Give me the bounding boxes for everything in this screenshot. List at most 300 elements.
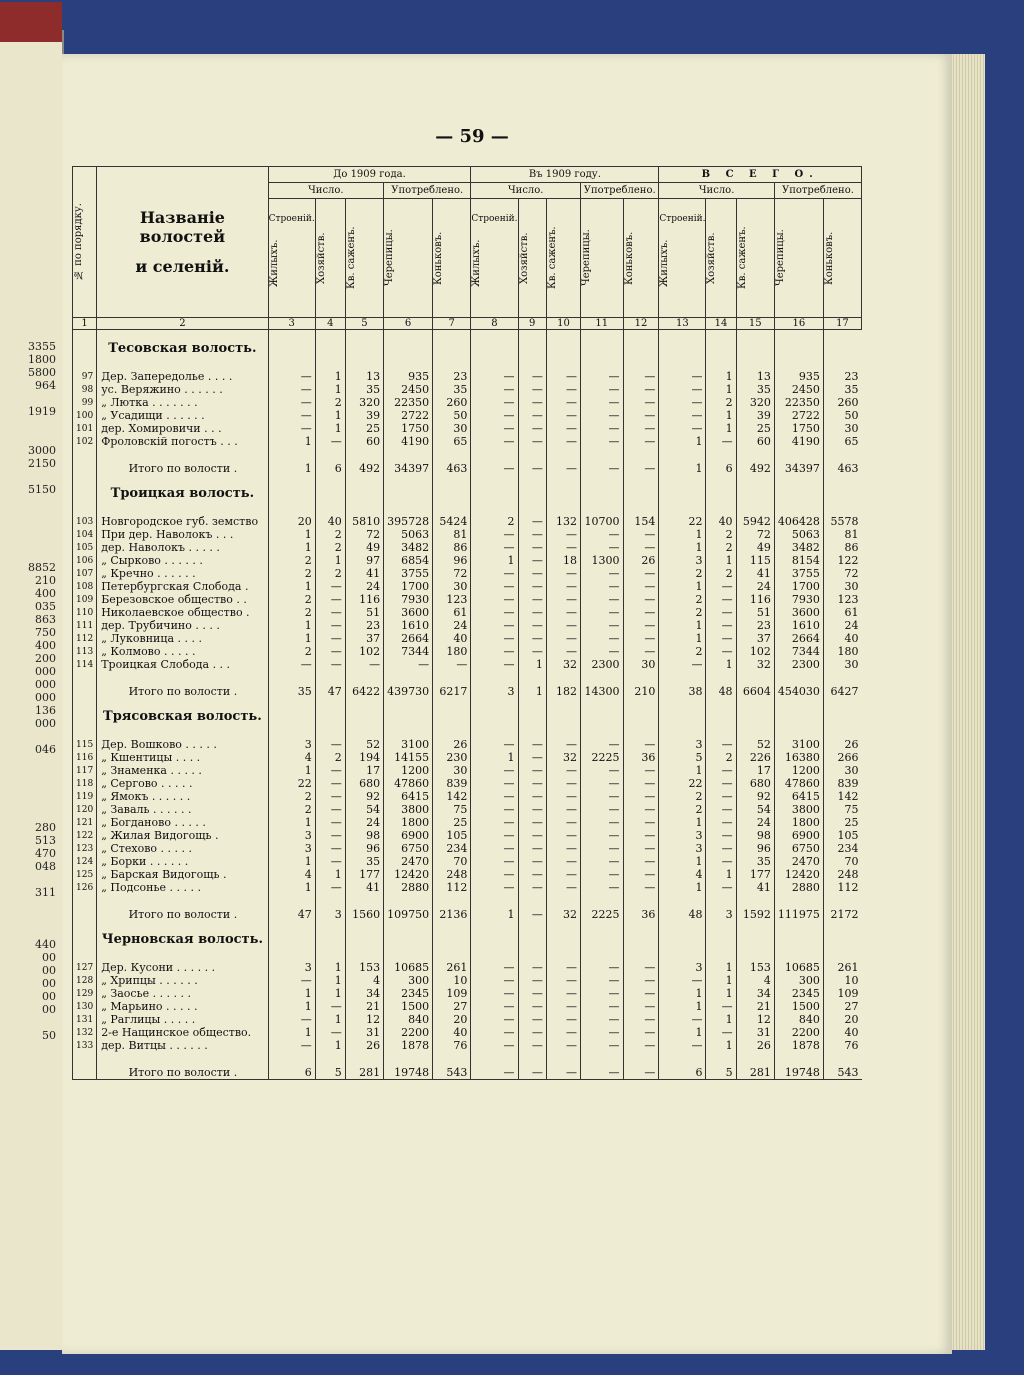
cell-value: 1878 <box>384 1039 433 1052</box>
cell-value: — <box>315 881 345 894</box>
cell-value: — <box>546 829 580 842</box>
cell-value <box>345 671 383 685</box>
cell-value <box>433 894 471 908</box>
cell-value: — <box>518 961 546 974</box>
cell-value: 116 <box>345 593 383 606</box>
cell-value: 26 <box>345 1039 383 1052</box>
cell-value <box>736 356 774 370</box>
cell-value <box>433 947 471 961</box>
row-name <box>97 947 268 961</box>
cell-value: 60 <box>345 435 383 448</box>
cell-value: — <box>471 1066 518 1080</box>
table-row <box>73 751 862 764</box>
cell-value: 1 <box>268 1000 315 1013</box>
cell-value: — <box>471 658 518 671</box>
cell-value: 7344 <box>774 645 823 658</box>
cell-value: 35 <box>823 383 861 396</box>
cell-value: — <box>546 842 580 855</box>
cell-value: 32 <box>546 751 580 764</box>
cell-value: 38 <box>659 685 706 698</box>
cell-value: 1 <box>268 855 315 868</box>
cell-value: 2 <box>268 593 315 606</box>
cell-value: — <box>659 974 706 987</box>
cell-value <box>384 724 433 738</box>
cell-value: 1 <box>315 409 345 422</box>
row-name: Фроловскій погостъ . . . <box>97 435 268 448</box>
row-name: дер. Наволокъ . . . . . <box>97 541 268 554</box>
cell-value <box>581 724 624 738</box>
row-number: 129 <box>73 987 97 1000</box>
cell-value: 50 <box>823 409 861 422</box>
cell-value: 2 <box>659 593 706 606</box>
table-row <box>73 645 862 658</box>
column-number: 15 <box>736 318 774 330</box>
cell-value <box>774 1052 823 1066</box>
cell-value: 6415 <box>774 790 823 803</box>
column-number: 7 <box>433 318 471 330</box>
cell-value: — <box>623 777 659 790</box>
column-header: Кв. саженъ. <box>546 199 580 318</box>
cell-value: 23 <box>736 619 774 632</box>
cell-value: — <box>659 409 706 422</box>
cell-value <box>518 724 546 738</box>
cell-value: 24 <box>736 580 774 593</box>
cell-value: 47860 <box>384 777 433 790</box>
row-number: 104 <box>73 528 97 541</box>
fragment-value <box>0 873 60 886</box>
row-name: „ Марьино . . . . . <box>97 1000 268 1013</box>
cell-value: 51 <box>736 606 774 619</box>
cell-value: — <box>546 396 580 409</box>
cell-value: — <box>581 961 624 974</box>
cell-value: 3600 <box>774 606 823 619</box>
cell-value: 1 <box>268 764 315 777</box>
cell-value: 70 <box>823 855 861 868</box>
cell-value: 5063 <box>384 528 433 541</box>
cell-value: 439730 <box>384 685 433 698</box>
cell-value: 20 <box>433 1013 471 1026</box>
cell-value: 61 <box>823 606 861 619</box>
cell-value: — <box>623 435 659 448</box>
cell-value: — <box>623 738 659 751</box>
cell-value: — <box>518 541 546 554</box>
cell-value: 935 <box>774 370 823 383</box>
cell-value: 1 <box>268 1026 315 1039</box>
cell-value: — <box>518 632 546 645</box>
upotrebleno-header: Употреблено. <box>581 183 659 199</box>
column-number: 3 <box>268 318 315 330</box>
cell-value: — <box>268 383 315 396</box>
cell-value: 1 <box>471 751 518 764</box>
cell-value: — <box>518 515 546 528</box>
cell-value: 3755 <box>384 567 433 580</box>
cell-value: 1 <box>706 868 736 881</box>
fragment-value <box>0 470 60 483</box>
cell-value: 177 <box>736 868 774 881</box>
row-name: Дер. Вошково . . . . . <box>97 738 268 751</box>
cell-value: 1200 <box>384 764 433 777</box>
cell-value: — <box>706 803 736 816</box>
column-number: 10 <box>546 318 580 330</box>
cell-value: — <box>581 567 624 580</box>
fragment-value: 513 <box>35 834 56 847</box>
column-header: Строеній. Жилыхъ. <box>659 199 706 318</box>
row-name: „ Заосье . . . . . . <box>97 987 268 1000</box>
cell-value <box>315 448 345 462</box>
cell-value: — <box>706 829 736 842</box>
column-header: Коньковъ. <box>433 199 471 318</box>
cell-value: 1200 <box>774 764 823 777</box>
cell-value <box>706 894 736 908</box>
cell-value: 2 <box>659 645 706 658</box>
cell-value <box>623 947 659 961</box>
cell-value: — <box>471 462 518 475</box>
section-heading-row <box>73 698 862 724</box>
cell-value <box>315 356 345 370</box>
spacer-row <box>73 724 862 738</box>
row-number <box>73 947 97 961</box>
cell-value: 1 <box>268 580 315 593</box>
group-header-total: В С Е Г О. <box>659 167 862 183</box>
column-header: Строеній. Жилыхъ. <box>471 199 518 318</box>
cell-value: 17 <box>736 764 774 777</box>
fragment-value <box>0 808 60 821</box>
spacer-row <box>73 356 862 370</box>
cell-value: 210 <box>623 685 659 698</box>
table-row <box>73 777 862 790</box>
cell-value: — <box>518 396 546 409</box>
cell-value: — <box>581 777 624 790</box>
cell-value: 2 <box>659 567 706 580</box>
cell-value: — <box>623 764 659 777</box>
table-row <box>73 855 862 868</box>
cell-value: 112 <box>823 881 861 894</box>
cell-value: 4190 <box>384 435 433 448</box>
cell-value: — <box>471 580 518 593</box>
cell-value <box>546 671 580 685</box>
row-number: 120 <box>73 803 97 816</box>
row-name: „ Сырково . . . . . . <box>97 554 268 567</box>
cell-value: 1700 <box>384 580 433 593</box>
fragment-value <box>0 431 60 444</box>
cell-value <box>546 501 580 515</box>
cell-value: — <box>518 1026 546 1039</box>
fragment-value: 400 <box>35 587 56 600</box>
cell-value <box>774 501 823 515</box>
cell-value: 41 <box>736 567 774 580</box>
row-name <box>97 671 268 685</box>
fragment-value: 00 <box>42 951 56 964</box>
cell-value: — <box>471 593 518 606</box>
cell-value: 40 <box>706 515 736 528</box>
cell-value: — <box>518 593 546 606</box>
cell-value: 463 <box>823 462 861 475</box>
fragment-value: 400 <box>35 639 56 652</box>
cell-value: 40 <box>315 515 345 528</box>
cell-value: 6750 <box>384 842 433 855</box>
row-number: 111 <box>73 619 97 632</box>
cell-value: — <box>623 842 659 855</box>
fragment-value: 440 <box>35 938 56 951</box>
cell-value: 4 <box>345 974 383 987</box>
cell-value <box>384 356 433 370</box>
cell-value: 2200 <box>774 1026 823 1039</box>
cell-value: — <box>623 881 659 894</box>
cell-value: 32 <box>736 658 774 671</box>
cell-value: — <box>546 790 580 803</box>
cell-value: 26 <box>623 554 659 567</box>
cell-value: 194 <box>345 751 383 764</box>
cell-value: 1878 <box>774 1039 823 1052</box>
cell-value: — <box>623 422 659 435</box>
row-number <box>73 356 97 370</box>
table-row <box>73 409 862 422</box>
section-title: Трясовская волость. <box>97 698 268 724</box>
cell-value: 543 <box>823 1066 861 1080</box>
cell-value <box>384 448 433 462</box>
cell-value: 2 <box>659 606 706 619</box>
row-name: „ Жилая Видогощь . <box>97 829 268 842</box>
fragment-value <box>0 782 60 795</box>
cell-value <box>268 947 315 961</box>
cell-value: 1 <box>315 1039 345 1052</box>
cell-value <box>433 671 471 685</box>
row-name: „ Усадищи . . . . . . <box>97 409 268 422</box>
cell-value: — <box>546 1000 580 1013</box>
row-number: 131 <box>73 1013 97 1026</box>
cell-value: 27 <box>823 1000 861 1013</box>
cell-value <box>433 356 471 370</box>
cell-value: 20 <box>268 515 315 528</box>
cell-value: 123 <box>823 593 861 606</box>
cell-value: 4 <box>659 868 706 881</box>
column-header: Хозяйств. <box>315 199 345 318</box>
cell-value: 22 <box>659 777 706 790</box>
cell-value <box>706 947 736 961</box>
cell-value: 7344 <box>384 645 433 658</box>
cell-value: 492 <box>345 462 383 475</box>
cell-value <box>518 356 546 370</box>
cell-value: 6750 <box>774 842 823 855</box>
cell-value: — <box>315 738 345 751</box>
cell-value: 40 <box>823 632 861 645</box>
cell-value: 226 <box>736 751 774 764</box>
cell-value: 2 <box>315 751 345 764</box>
cell-value: 3 <box>659 842 706 855</box>
cell-value: — <box>706 777 736 790</box>
cell-value: 76 <box>433 1039 471 1052</box>
cell-value: 1 <box>315 974 345 987</box>
table-row <box>73 580 862 593</box>
cell-value: 25 <box>736 422 774 435</box>
cell-value: 96 <box>345 842 383 855</box>
cell-value <box>823 894 861 908</box>
cell-value: 40 <box>823 1026 861 1039</box>
cell-value: 1750 <box>774 422 823 435</box>
cell-value: — <box>471 541 518 554</box>
cell-value: — <box>581 435 624 448</box>
cell-value: 51 <box>345 606 383 619</box>
table-row <box>73 1013 862 1026</box>
cell-value: 177 <box>345 868 383 881</box>
cell-value: — <box>659 1013 706 1026</box>
cell-value: — <box>581 580 624 593</box>
column-header: Кв. саженъ. <box>736 199 774 318</box>
cell-value: 72 <box>433 567 471 580</box>
cell-value: — <box>581 1026 624 1039</box>
table-row <box>73 790 862 803</box>
cell-value: 1750 <box>384 422 433 435</box>
cell-value: — <box>546 606 580 619</box>
cell-value: — <box>546 855 580 868</box>
fragment-value <box>0 392 60 405</box>
column-number: 14 <box>706 318 736 330</box>
fragment-value <box>0 912 60 925</box>
section-title: Тесовская волость. <box>97 330 268 357</box>
cell-value: 47860 <box>774 777 823 790</box>
spacer-row <box>73 947 862 961</box>
table-row <box>73 764 862 777</box>
cell-value: 1 <box>315 554 345 567</box>
cell-value: — <box>518 829 546 842</box>
row-number: 130 <box>73 1000 97 1013</box>
cell-value: 1 <box>268 435 315 448</box>
cell-value: — <box>659 383 706 396</box>
chislo-header: Число. <box>268 183 384 199</box>
row-number: 97 <box>73 370 97 383</box>
cell-value: — <box>315 803 345 816</box>
cell-value: — <box>581 974 624 987</box>
column-number: 6 <box>384 318 433 330</box>
cell-value <box>581 671 624 685</box>
cell-value: — <box>268 396 315 409</box>
cell-value: 72 <box>736 528 774 541</box>
section-title: Черновская волость. <box>97 921 268 947</box>
table-row <box>73 593 862 606</box>
cell-value: — <box>518 1039 546 1052</box>
fragment-value: 136 <box>35 704 56 717</box>
row-name: „ Кречно . . . . . . <box>97 567 268 580</box>
cell-value: — <box>623 567 659 580</box>
column-header: Кв. саженъ. <box>345 199 383 318</box>
fragment-value: 1800 <box>28 353 56 366</box>
cell-value: 60 <box>736 435 774 448</box>
cell-value: 5063 <box>774 528 823 541</box>
cell-value: — <box>471 829 518 842</box>
cell-value: 261 <box>823 961 861 974</box>
cell-value: 2722 <box>774 409 823 422</box>
cell-value: — <box>623 1000 659 1013</box>
total-row <box>73 685 862 698</box>
column-number: 2 <box>97 318 268 330</box>
cell-value: 30 <box>433 764 471 777</box>
cell-value: 261 <box>433 961 471 974</box>
cell-value: — <box>581 816 624 829</box>
cell-value: 25 <box>433 816 471 829</box>
cell-value: 260 <box>433 396 471 409</box>
cell-value <box>623 1052 659 1066</box>
cell-value: — <box>546 632 580 645</box>
cell-value: 2450 <box>384 383 433 396</box>
cell-value: 65 <box>433 435 471 448</box>
cell-value: — <box>268 409 315 422</box>
cell-value <box>659 448 706 462</box>
cell-value: — <box>315 764 345 777</box>
column-number: 13 <box>659 318 706 330</box>
cell-value: — <box>268 422 315 435</box>
row-name: „ Заваль . . . . . . <box>97 803 268 816</box>
cell-value: — <box>518 1000 546 1013</box>
cell-value <box>623 724 659 738</box>
cell-value: 3 <box>268 738 315 751</box>
column-header: Хозяйств. <box>518 199 546 318</box>
cell-value: 3800 <box>384 803 433 816</box>
cell-value: 3 <box>471 685 518 698</box>
cell-value <box>546 356 580 370</box>
fragment-value: 964 <box>35 379 56 392</box>
row-number: 123 <box>73 842 97 855</box>
cell-value: 3482 <box>774 541 823 554</box>
cell-value <box>471 1052 518 1066</box>
cell-value: 153 <box>736 961 774 974</box>
row-name <box>97 724 268 738</box>
cell-value: — <box>433 658 471 671</box>
cell-value: 12420 <box>774 868 823 881</box>
cell-value <box>823 671 861 685</box>
cell-value: 112 <box>433 881 471 894</box>
cell-value: 30 <box>623 658 659 671</box>
fragment-value: 046 <box>35 743 56 756</box>
fragment-value <box>0 509 60 522</box>
cell-value: — <box>268 658 315 671</box>
cell-value: — <box>518 1013 546 1026</box>
cell-value: 2470 <box>774 855 823 868</box>
cell-value: 153 <box>345 961 383 974</box>
cell-value: 1 <box>706 1039 736 1052</box>
cell-value: 5424 <box>433 515 471 528</box>
cell-value: 10685 <box>774 961 823 974</box>
cell-value: 30 <box>823 764 861 777</box>
cell-value: 1 <box>659 855 706 868</box>
row-number: 100 <box>73 409 97 422</box>
cell-value: 2664 <box>774 632 823 645</box>
cell-value: — <box>623 396 659 409</box>
cell-value: — <box>623 790 659 803</box>
cell-value: 23 <box>823 370 861 383</box>
cell-value <box>659 894 706 908</box>
statistics-table <box>72 166 862 1080</box>
table-row <box>73 567 862 580</box>
cell-value <box>345 1052 383 1066</box>
cell-value: 111975 <box>774 908 823 921</box>
table-row <box>73 829 862 842</box>
row-name <box>97 1052 268 1066</box>
cell-value: — <box>471 961 518 974</box>
cell-value: 1610 <box>384 619 433 632</box>
fragment-value: 50 <box>42 1029 56 1042</box>
cell-value: 1 <box>659 816 706 829</box>
table-row <box>73 396 862 409</box>
cell-value: 19748 <box>774 1066 823 1080</box>
fragment-value: 000 <box>35 678 56 691</box>
cell-value: 37 <box>345 632 383 645</box>
cell-value: 72 <box>823 567 861 580</box>
cell-value: 3100 <box>774 738 823 751</box>
cell-value: — <box>518 974 546 987</box>
cell-value: 50 <box>433 409 471 422</box>
cell-value: 48 <box>706 685 736 698</box>
cell-value <box>823 724 861 738</box>
